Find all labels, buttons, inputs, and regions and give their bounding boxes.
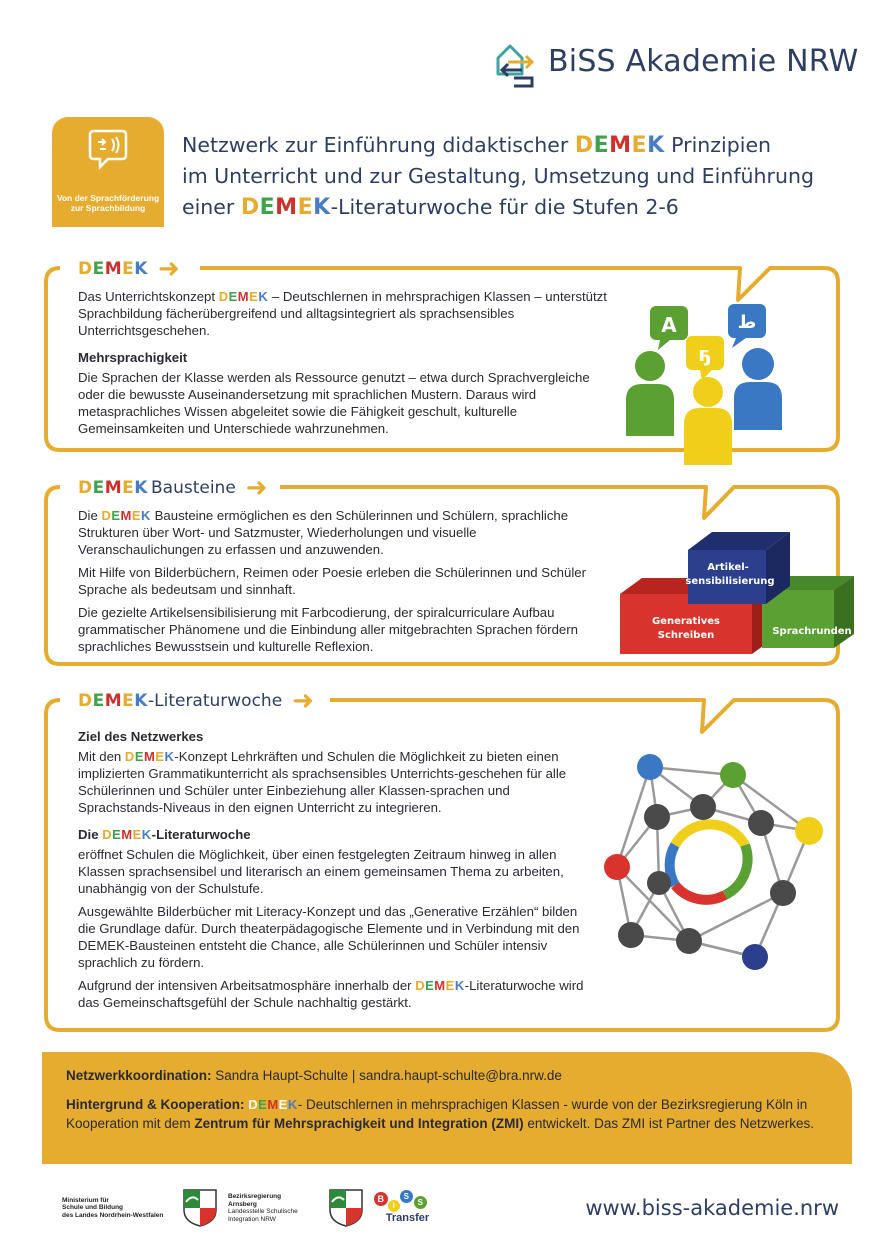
section-demek-body: Das Unterrichtskonzept DEMEK – Deutschlernen in mehrsprachigen Klassen – unterstützt Sprachbildung fächerübergreifend und alltagsintegriert als sprachsensibles Unterrichtsgeschehen. Mehrsprachigkeit Die Sprachen der Klasse werden als Ressource genutzt – etwa durch Sprachvergleiche oder die bewusste Auseinandersetzung mit sprachlichen Mustern. Daraus wird metasprachliches Wissen abgeleitet sowie die Fähigkeit geschult, kulturelle Gemeinsamkeiten und Unterschiede wahrzunehmen. <box>78 289 607 436</box>
demek-wordmark: DEMEK <box>574 133 665 158</box>
arrow-right-icon: ➜ <box>245 473 268 503</box>
speech-bubble-icon <box>86 127 130 173</box>
nrw-crest-icon <box>328 1188 364 1228</box>
partner-logos <box>62 1188 432 1228</box>
subheading-ziel: Ziel des Netzwerkes <box>78 729 204 744</box>
block-generatives-label: Generatives Schreiben <box>651 616 721 641</box>
logo-text: BiSS Akademie NRW <box>548 43 859 79</box>
demek-wordmark: DEMEK <box>102 827 152 842</box>
demek-wordmark: DEMEK <box>78 478 148 498</box>
arrow-right-icon: ➜ <box>292 686 314 716</box>
arrow-right-icon: ➜ <box>157 254 180 284</box>
demek-wordmark: DEMEK <box>124 749 175 764</box>
section-bausteine-body: Die DEMEK Bausteine ermöglichen es den Schülerinnen und Schülern, sprachliche Strukturen über Wort- und Satzmuster, Wiederholungen und visuelle Veranschaulichungen zu erfassen und anzuwenden. Mit Hilfe von Bilderbüchern, Reimen oder Poesie erleben die Schülerinnen und Schüler Sprache als bedeutsam und sinnhaft. Die gezielte Artikelsensibilisierung mit Farbcodierung, der spiralcurriculare Aufbau grammatischer Phänomene und die Einbindung aller mitgebrachten Sprachen fördern sprachliches Bewusstsein und kulturelle Reflexion. <box>78 507 598 661</box>
literaturwoche-p3: Ausgewählte Bilderbücher mit Literacy-Konzept und das „Generative Erzählen“ bilden die Grundlage dafür. Durch theaterpädagogische Elemente und in Verbindung mit den DEMEK-Bausteinen entsteht die Chance, alle Schülerinnen und Schüler intensiv sprachlich zu fördern. <box>78 904 580 970</box>
bezreg-sub: Landesstelle Schulische Integration NRW <box>228 1208 298 1223</box>
section-literaturwoche-heading <box>70 688 322 714</box>
biss-transfer-logo: B i S S Transfer <box>372 1188 432 1228</box>
title-line2: im Unterricht und zur Gestaltung, Umsetzung und Einführung <box>182 164 814 188</box>
title-line3-post: -Literaturwoche für die Stufen 2-6 <box>330 195 679 219</box>
title-line1-pre: Netzwerk zur Einführung didaktischer <box>182 133 569 157</box>
footer-info: Netzwerkkoordination: Sandra Haupt-Schulte | sandra.haupt-schulte@bra.nrw.de Hintergrund & Kooperation: DEMEK- Deutschlernen in mehrsprachigen Klassen - wurde von der Bezirksregierung Köln in Kooperation mit dem Zentrum für Mehrsprachigkeit und Integration (ZMI) entwickelt. Das ZMI ist Partner des Netzwerkes. <box>42 1052 852 1164</box>
demek-wordmark: DEMEK <box>415 978 465 993</box>
network-illustration <box>595 745 830 980</box>
demek-wordmark: DEMEK <box>78 259 148 279</box>
ministry-logo-text: Ministerium für Schule und Bildung des Landes Nordrhein-Westfalen <box>62 1196 164 1219</box>
people-languages-illustration <box>620 300 810 465</box>
topic-badge <box>52 117 164 227</box>
demek-wordmark: DEMEK <box>101 508 151 523</box>
demek-wordmark: DEMEK <box>78 691 148 711</box>
website-url[interactable]: www.biss-akademie.nrw <box>585 1196 839 1220</box>
demek-wordmark: DEMEK <box>248 1097 298 1112</box>
literaturwoche-p2: eröffnet Schulen die Möglichkeit, über einen festgelegten Zeitraum hinweg in allen Klassen sprachsensibel und literarisch an einem gemeinsamen Thema zu arbeiten, unabhängig von der Schulstufe. <box>78 847 564 896</box>
subheading-mehrsprachigkeit: Mehrsprachigkeit <box>78 350 188 365</box>
biss-transfer-label: Transfer <box>385 1212 430 1224</box>
section-demek-heading <box>70 256 188 282</box>
bezreg-logo <box>228 1193 298 1223</box>
block-sprachrunden-label: Sprachrunden <box>772 626 852 637</box>
biss-logo-icon <box>492 30 538 92</box>
badge-text: Von der Sprachförderung zur Sprachbildung <box>56 192 160 213</box>
nrw-crest-icon <box>182 1188 218 1228</box>
biss-logo <box>492 30 858 92</box>
demek-wordmark: DEMEK <box>218 289 269 304</box>
bausteine-label: Bausteine <box>150 478 236 498</box>
building-blocks-illustration <box>612 520 862 660</box>
bg-label: Hintergrund & Kooperation: <box>66 1097 245 1112</box>
coord-label: Netzwerkkoordination: <box>66 1068 212 1083</box>
block-artikel-label: Artikel-sensibilisierung <box>685 562 775 587</box>
bubble-b-label: ҕ <box>698 342 712 366</box>
title-line1-post: Prinzipien <box>671 133 772 157</box>
zmi-name: Zentrum für Mehrsprachigkeit und Integration (ZMI) <box>194 1116 524 1131</box>
bubble-a-label: A <box>661 313 677 337</box>
title-line3-pre: einer <box>182 195 235 219</box>
section-bausteine-heading <box>70 475 276 501</box>
bubble-c-label: ط <box>737 312 757 333</box>
bausteine-p2: Mit Hilfe von Bilderbüchern, Reimen oder Poesie erleben die Schülerinnen und Schüler Sprache als bedeutsam und sinnhaft. <box>78 565 587 597</box>
page-title <box>182 130 852 223</box>
bezreg-title: Bezirksregierung Arnsberg <box>228 1193 282 1208</box>
coord-value[interactable]: Sandra Haupt-Schulte | sandra.haupt-schulte@bra.nrw.de <box>215 1068 562 1083</box>
section-literaturwoche-body: Ziel des Netzwerkes Mit den DEMEK-Konzept Lehrkräften und Schulen die Möglichkeit zu bieten einen implizierten Grammatikunterricht als sprachsensibles Unterrichts-geschehen für alle Schülerinnen und Schüler unter Einbeziehung aller Klassen-sprachen und Sprachstands-Niveaus in den eignen Unterricht zu integrieren. Die DEMEK-Literaturwoche eröffnet Schulen die Möglichkeit, über einen festgelegten Zeitraum hinweg in allen Klassen sprachsensibel und literarisch an einem gemeinsamen Thema zu arbeiten, unabhängig von der Schulstufe. Ausgewählte Bilderbücher mit Literacy-Konzept und das „Generative Erzählen“ bilden die Grundlage dafür. Durch theaterpädagogische Elemente und in Verbindung mit den DEMEK-Bausteinen entsteht die Chance, alle Schülerinnen und Schüler intensiv sprachlich zu fördern. Aufgrund der intensiven Arbeitsatmosphäre innerhalb der DEMEK-Literaturwoche wird das Gemeinschaftsgefühl der Schule nachhaltig gestärkt. <box>78 718 598 1017</box>
demek-wordmark: DEMEK <box>240 195 331 220</box>
literaturwoche-label: -Literaturwoche <box>147 691 283 711</box>
mehrsprachigkeit-text: Die Sprachen der Klasse werden als Ressource genutzt – etwa durch Sprachvergleiche oder die bewusste Auseinandersetzung mit sprachlichen Mustern. Daraus wird metasprachliches Wissen abgeleitet sowie die Fähigkeit geschult, kulturelle Gemeinsamkeiten und Unterschiede wahrzunehmen. <box>78 370 590 436</box>
subheading-literaturwoche: Die DEMEK-Literaturwoche <box>78 827 251 842</box>
bausteine-p3: Die gezielte Artikelsensibilisierung mit Farbcodierung, der spiralcurriculare Aufbau grammatischer Phänomene und die Einbindung aller mitgebrachten Sprachen fördern sprachliches Bewusstsein und kulturelle Reflexion. <box>78 605 578 654</box>
